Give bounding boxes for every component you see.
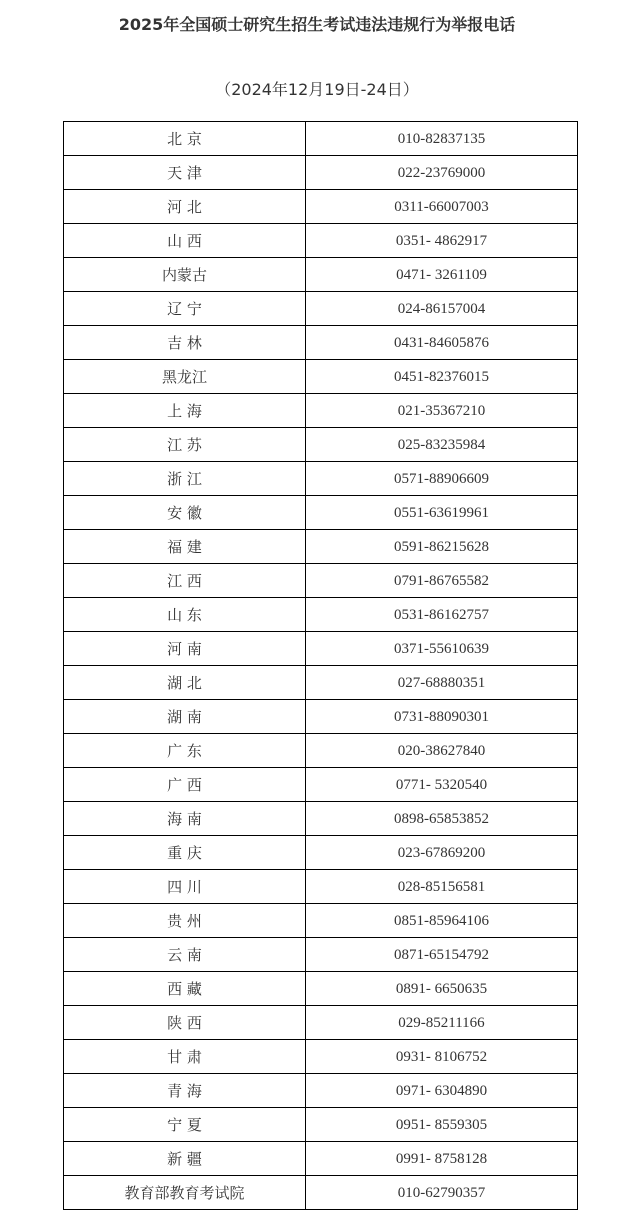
table-row xyxy=(64,564,578,598)
table-row xyxy=(64,768,578,802)
region-cell: 吉 林 xyxy=(64,326,306,360)
phone-number-cell: 010-82837135 xyxy=(306,122,578,156)
region-cell: 西 藏 xyxy=(64,972,306,1006)
table-row xyxy=(64,394,578,428)
table-row xyxy=(64,258,578,292)
table-row xyxy=(64,836,578,870)
region-cell: 山 西 xyxy=(64,224,306,258)
table-row xyxy=(64,122,578,156)
phone-number-cell: 0371-55610639 xyxy=(306,632,578,666)
phone-number-cell: 024-86157004 xyxy=(306,292,578,326)
phone-number-cell: 0871-65154792 xyxy=(306,938,578,972)
phone-number-cell: 0931- 8106752 xyxy=(306,1040,578,1074)
region-cell: 天 津 xyxy=(64,156,306,190)
phone-number-cell: 0951- 8559305 xyxy=(306,1108,578,1142)
region-cell: 湖 南 xyxy=(64,700,306,734)
table-row xyxy=(64,1006,578,1040)
region-cell: 青 海 xyxy=(64,1074,306,1108)
table-row xyxy=(64,190,578,224)
region-cell: 重 庆 xyxy=(64,836,306,870)
table-row xyxy=(64,428,578,462)
region-cell: 陕 西 xyxy=(64,1006,306,1040)
phone-number-cell: 0551-63619961 xyxy=(306,496,578,530)
phone-number-cell: 0591-86215628 xyxy=(306,530,578,564)
table-row xyxy=(64,972,578,1006)
table-row xyxy=(64,496,578,530)
table-row xyxy=(64,326,578,360)
phone-number-cell: 0898-65853852 xyxy=(306,802,578,836)
table-row xyxy=(64,632,578,666)
table-row xyxy=(64,1040,578,1074)
region-cell: 安 徽 xyxy=(64,496,306,530)
region-cell: 辽 宁 xyxy=(64,292,306,326)
region-cell: 山 东 xyxy=(64,598,306,632)
phone-number-cell: 0991- 8758128 xyxy=(306,1142,578,1176)
phone-number-cell: 020-38627840 xyxy=(306,734,578,768)
region-cell: 河 南 xyxy=(64,632,306,666)
region-cell: 内蒙古 xyxy=(64,258,306,292)
table-row xyxy=(64,938,578,972)
region-cell: 四 川 xyxy=(64,870,306,904)
table-row xyxy=(64,1108,578,1142)
phone-number-cell: 029-85211166 xyxy=(306,1006,578,1040)
phone-number-cell: 0571-88906609 xyxy=(306,462,578,496)
phone-number-cell: 028-85156581 xyxy=(306,870,578,904)
phone-number-cell: 0471- 3261109 xyxy=(306,258,578,292)
region-cell: 甘 肃 xyxy=(64,1040,306,1074)
region-cell: 云 南 xyxy=(64,938,306,972)
date-range-subtitle: （2024年12月19日-24日） xyxy=(215,80,419,99)
region-cell: 教育部教育考试院 xyxy=(64,1176,306,1210)
phone-number-cell: 0351- 4862917 xyxy=(306,224,578,258)
phone-number-cell: 010-62790357 xyxy=(306,1176,578,1210)
table-row xyxy=(64,224,578,258)
region-cell: 河 北 xyxy=(64,190,306,224)
phone-number-cell: 0851-85964106 xyxy=(306,904,578,938)
region-cell: 贵 州 xyxy=(64,904,306,938)
table-row xyxy=(64,904,578,938)
table-row xyxy=(64,802,578,836)
phone-number-cell: 027-68880351 xyxy=(306,666,578,700)
table-row xyxy=(64,156,578,190)
phone-number-cell: 023-67869200 xyxy=(306,836,578,870)
region-cell: 广 东 xyxy=(64,734,306,768)
table-row xyxy=(64,700,578,734)
region-cell: 福 建 xyxy=(64,530,306,564)
phone-number-cell: 0891- 6650635 xyxy=(306,972,578,1006)
document-title: 2025年全国硕士研究生招生考试违法违规行为举报电话 xyxy=(118,15,516,34)
phone-number-cell: 0451-82376015 xyxy=(306,360,578,394)
phone-number-cell: 0771- 5320540 xyxy=(306,768,578,802)
phone-number-cell: 0431-84605876 xyxy=(306,326,578,360)
region-cell: 湖 北 xyxy=(64,666,306,700)
region-cell: 江 苏 xyxy=(64,428,306,462)
region-cell: 北 京 xyxy=(64,122,306,156)
table-row xyxy=(64,598,578,632)
table-row xyxy=(64,1176,578,1210)
phone-number-cell: 0791-86765582 xyxy=(306,564,578,598)
phone-number-cell: 0971- 6304890 xyxy=(306,1074,578,1108)
table-row xyxy=(64,666,578,700)
phone-number-cell: 0731-88090301 xyxy=(306,700,578,734)
table-row xyxy=(64,360,578,394)
region-cell: 江 西 xyxy=(64,564,306,598)
table-row xyxy=(64,1142,578,1176)
table-row xyxy=(64,462,578,496)
region-cell: 黑龙江 xyxy=(64,360,306,394)
region-cell: 浙 江 xyxy=(64,462,306,496)
phone-number-cell: 025-83235984 xyxy=(306,428,578,462)
table-row xyxy=(64,870,578,904)
phone-number-cell: 0311-66007003 xyxy=(306,190,578,224)
phone-number-cell: 021-35367210 xyxy=(306,394,578,428)
hotline-table-body xyxy=(64,122,578,1210)
region-cell: 广 西 xyxy=(64,768,306,802)
phone-number-cell: 022-23769000 xyxy=(306,156,578,190)
region-cell: 新 疆 xyxy=(64,1142,306,1176)
region-cell: 海 南 xyxy=(64,802,306,836)
table-row xyxy=(64,530,578,564)
phone-number-cell: 0531-86162757 xyxy=(306,598,578,632)
table-row xyxy=(64,292,578,326)
region-cell: 上 海 xyxy=(64,394,306,428)
hotline-table xyxy=(63,121,578,1210)
region-cell: 宁 夏 xyxy=(64,1108,306,1142)
table-row xyxy=(64,1074,578,1108)
table-row xyxy=(64,734,578,768)
